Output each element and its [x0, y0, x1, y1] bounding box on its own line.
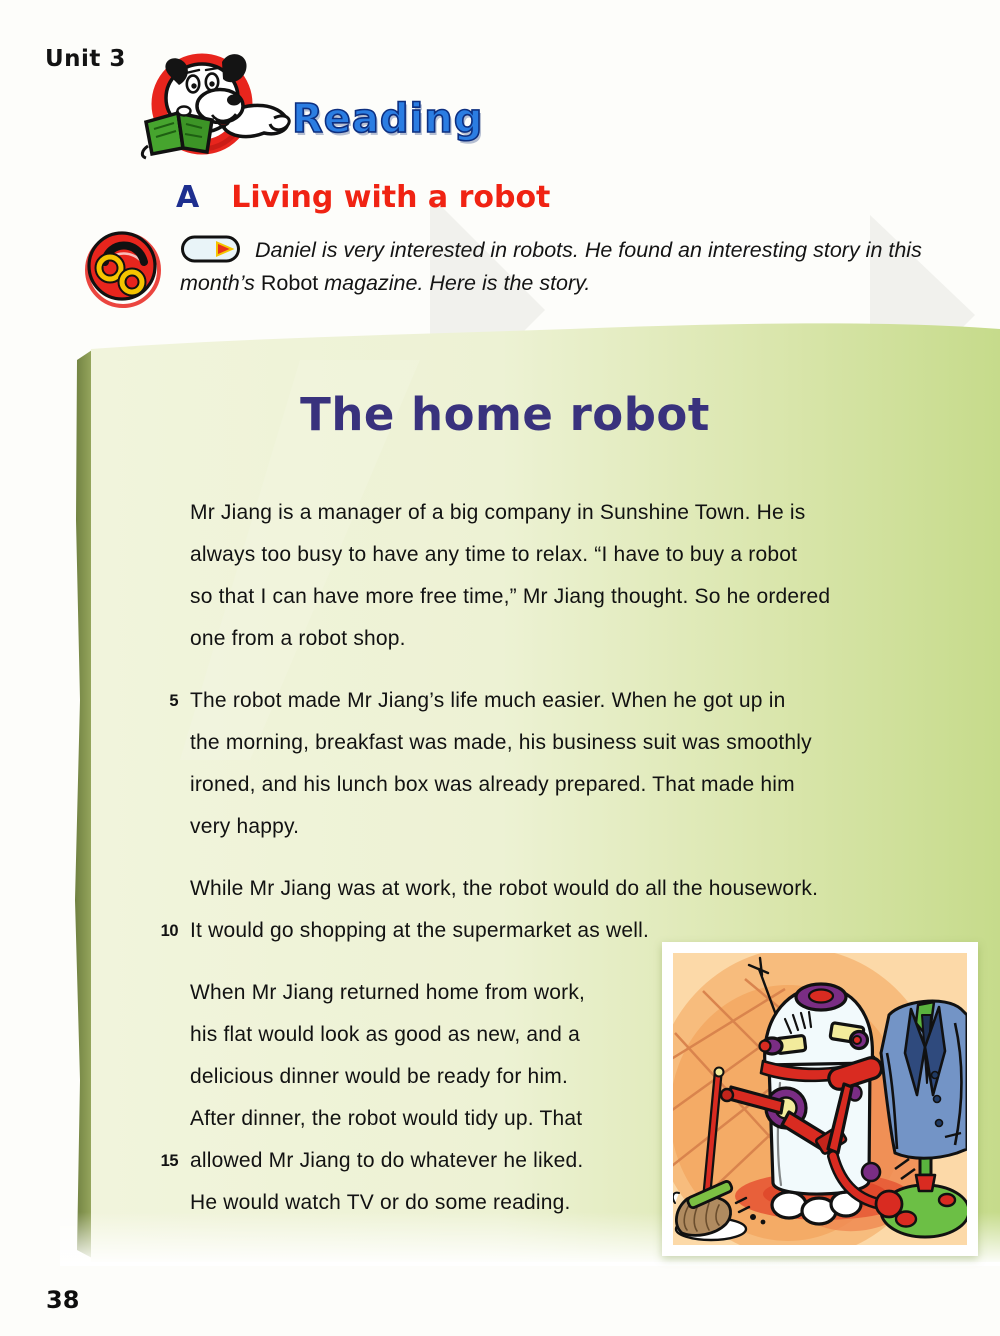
story-line: While Mr Jiang was at work, the robot would do all the housework. — [190, 877, 819, 900]
dog-reading-logo-image — [124, 42, 302, 168]
section-title: Reading — [292, 96, 484, 142]
story-line: Mr Jiang is a manager of a big company in Sunshine Town. He is — [190, 501, 806, 524]
story-line-text: The robot made Mr Jiang’s life much easier. When he got up in — [190, 689, 786, 712]
part-heading — [176, 180, 550, 215]
intro-sentence-1: Daniel is very interested in robots. He found an interesting story in this — [255, 238, 922, 262]
story-line: his flat would look as good as new, and a — [190, 1023, 580, 1046]
intro-line-2 — [180, 267, 922, 300]
dog-reading-logo — [124, 42, 302, 168]
story-line: He would watch TV or do some reading. — [190, 1191, 571, 1214]
intro-sentence-2-end: magazine. Here is the story. — [318, 271, 591, 295]
story-line-text: It would go shopping at the supermarket as well. — [190, 919, 650, 942]
story-title: The home robot — [300, 388, 710, 441]
paragraph-2 — [169, 680, 830, 848]
intro-sentence-2: month’s — [180, 271, 261, 295]
intro-robot-word: Robot — [260, 271, 319, 295]
line-number-15: 15 — [160, 1152, 178, 1170]
intro-line-1 — [180, 234, 922, 267]
story-line: very happy. — [190, 815, 300, 838]
story-line: After dinner, the robot would tidy up. That — [190, 1107, 583, 1130]
story-line: the morning, breakfast was made, his business suit was smoothly — [190, 731, 812, 754]
part-title: Living with a robot — [231, 180, 551, 215]
story-line: When Mr Jiang returned home from work, — [190, 981, 586, 1004]
story-line: one from a robot shop. — [190, 627, 406, 650]
part-label: A — [176, 180, 200, 215]
story-line: always too busy to have any time to relax. “I have to buy a robot — [190, 543, 798, 566]
page-number: 38 — [46, 1286, 80, 1314]
story-line-text: allowed Mr Jiang to do whatever he liked. — [190, 1149, 584, 1172]
unit-label: Unit 3 — [45, 46, 126, 72]
story-line — [169, 680, 830, 722]
intro-text — [180, 234, 922, 300]
story-line: so that I can have more free time,” Mr Jiang thought. So he ordered — [190, 585, 831, 608]
robot-illustration-image — [673, 953, 967, 1245]
headphones-icon-image — [84, 226, 164, 310]
line-number-10: 10 — [160, 922, 178, 940]
story-line: ironed, and his lunch box was already prepared. That made him — [190, 773, 795, 796]
line-number-5: 5 — [169, 692, 178, 710]
headphones-icon — [84, 226, 164, 310]
robot-illustration — [662, 942, 978, 1256]
story-line: delicious dinner would be ready for him. — [190, 1065, 569, 1088]
paragraph-3 — [160, 868, 830, 952]
paragraph-1 — [190, 492, 830, 660]
